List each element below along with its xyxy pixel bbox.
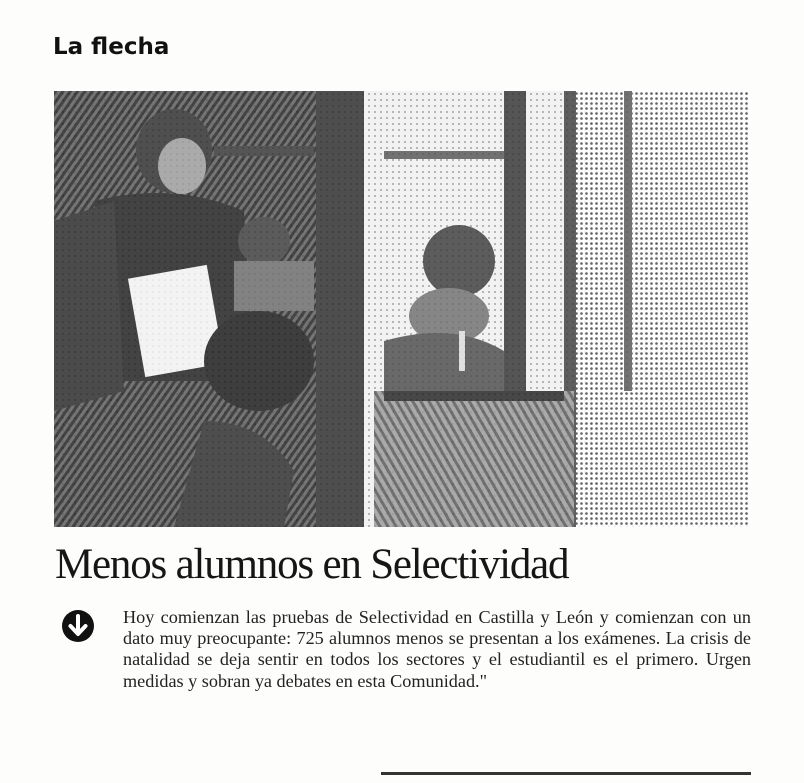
article-photo: [54, 91, 750, 527]
section-label: La flecha: [53, 34, 170, 60]
arrow-down-circle-icon: [61, 609, 95, 643]
divider-rule: [381, 772, 751, 775]
article-body: Hoy comienzan las pruebas de Selectividad en Castilla y León y comienzan con un dato muy preocupante: 725 alumnos menos se presentan a los exámenes. La crisis de natalidad se deja sentir en todos los sectores y el estudiantil es el primero. Urgen medidas y sobran ya debates en esta Comunidad.": [123, 607, 751, 691]
article-headline: Menos alumnos en Selectividad: [55, 541, 569, 588]
